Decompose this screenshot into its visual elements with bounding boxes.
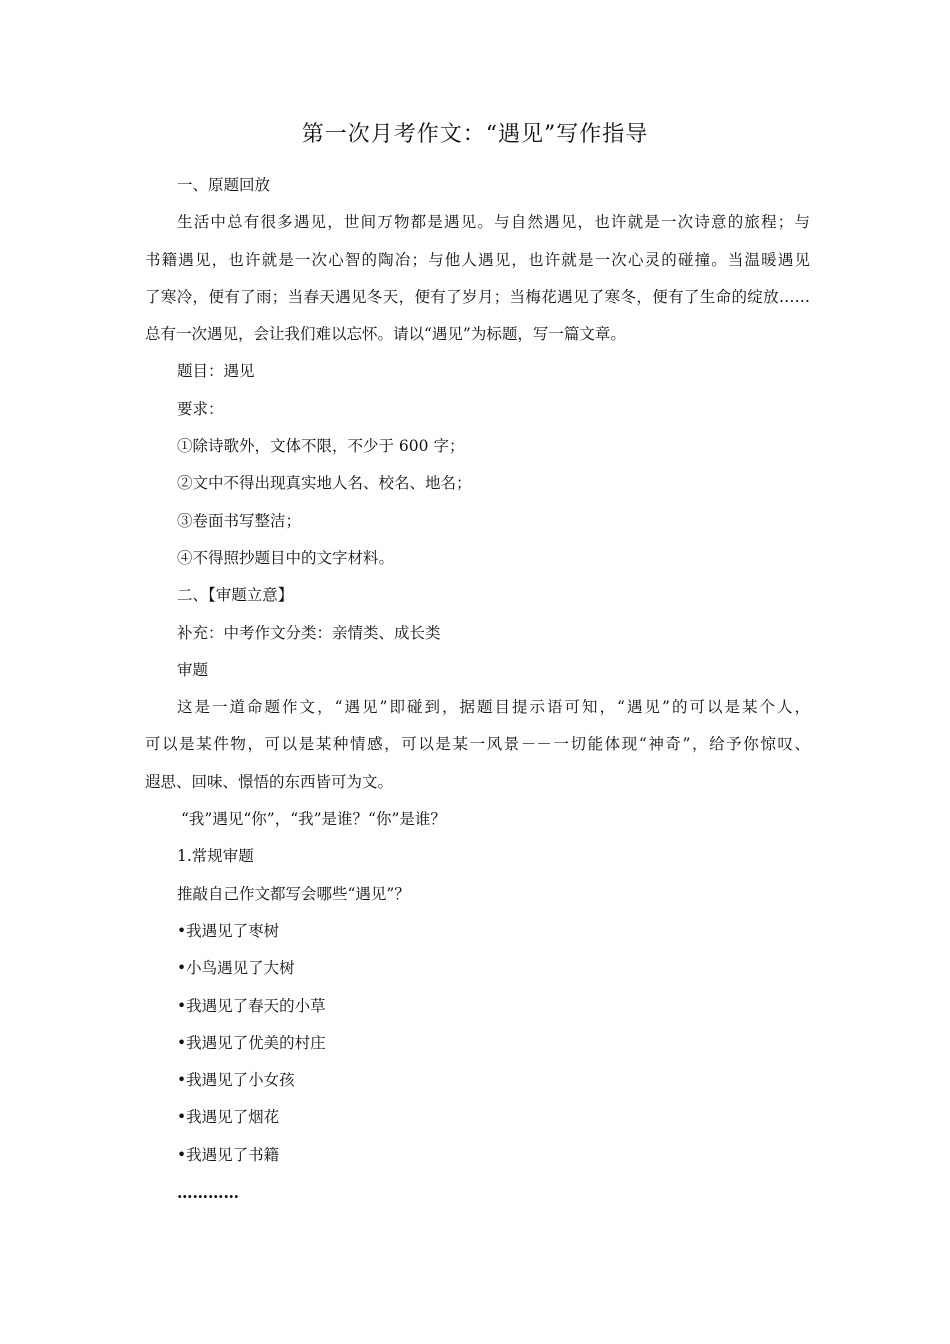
requirement-item: ②文中不得出现真实地人名、校名、地名； <box>177 474 472 493</box>
document-title: 第一次月考作文：“遇见”写作指导 <box>301 122 649 147</box>
review-label: 审题 <box>177 660 209 679</box>
requirement-item: ③卷面书写整洁； <box>177 511 302 530</box>
prompt-line: 总有一次遇见，会让我们难以忘怀。请以“遇见”为标题，写一篇文章。 <box>145 325 626 344</box>
sub-heading: 1.常规审题 <box>177 847 254 866</box>
prompt-line: 生活中总有很多遇见，世间万物都是遇见。与自然遇见，也许就是一次诗意的旅程；与 <box>177 213 810 232</box>
example-item: •我遇见了优美的村庄 <box>177 1033 326 1052</box>
requirements-label: 要求： <box>177 399 224 418</box>
requirement-item: ①除诗歌外，文体不限，不少于 600 字； <box>177 437 465 456</box>
question-line: “我”遇见“你”，“我”是谁？“你”是谁？ <box>181 810 446 829</box>
topic-line: 题目：遇见 <box>177 362 255 381</box>
section-heading-original-prompt: 一、原题回放 <box>177 176 271 194</box>
example-item: •我遇见了小女孩 <box>177 1071 295 1090</box>
requirement-item: ④不得照抄题目中的文字材料。 <box>177 548 395 567</box>
example-item: •我遇见了烟花 <box>177 1108 280 1127</box>
example-item: •我遇见了书籍 <box>177 1145 280 1164</box>
example-item: •我遇见了春天的小草 <box>177 996 326 1015</box>
analysis-line: 可以是某件物，可以是某种情感，可以是某一风景－－一切能体现“神奇”，给予你惊叹、 <box>145 735 810 754</box>
supplement-line: 补充：中考作文分类：亲情类、成长类 <box>177 623 441 642</box>
document-body <box>145 167 810 1211</box>
prompt-line: 了寒冷，便有了雨；当春天遇见冬天，便有了岁月；当梅花遇见了寒冬，便有了生命的绽放…… <box>145 287 810 306</box>
example-item: •小鸟遇见了大树 <box>177 959 295 978</box>
prompt-line: 书籍遇见，也许就是一次心智的陶冶；与他人遇见，也许就是一次心灵的碰撞。当温暖遇见 <box>145 250 810 269</box>
ellipsis: ………… <box>177 1183 239 1203</box>
section-heading-analysis: 二、【审题立意】 <box>177 586 294 605</box>
analysis-line: 遐思、回味、憬悟的东西皆可为文。 <box>145 772 394 791</box>
analysis-line: 这是一道命题作文，“遇见”即碰到，据题目提示语可知，“遇见”的可以是某个人， <box>177 698 810 717</box>
sub-question: 推敲自己作文都写会哪些“遇见”？ <box>177 884 410 903</box>
example-item: •我遇见了枣树 <box>177 921 280 940</box>
